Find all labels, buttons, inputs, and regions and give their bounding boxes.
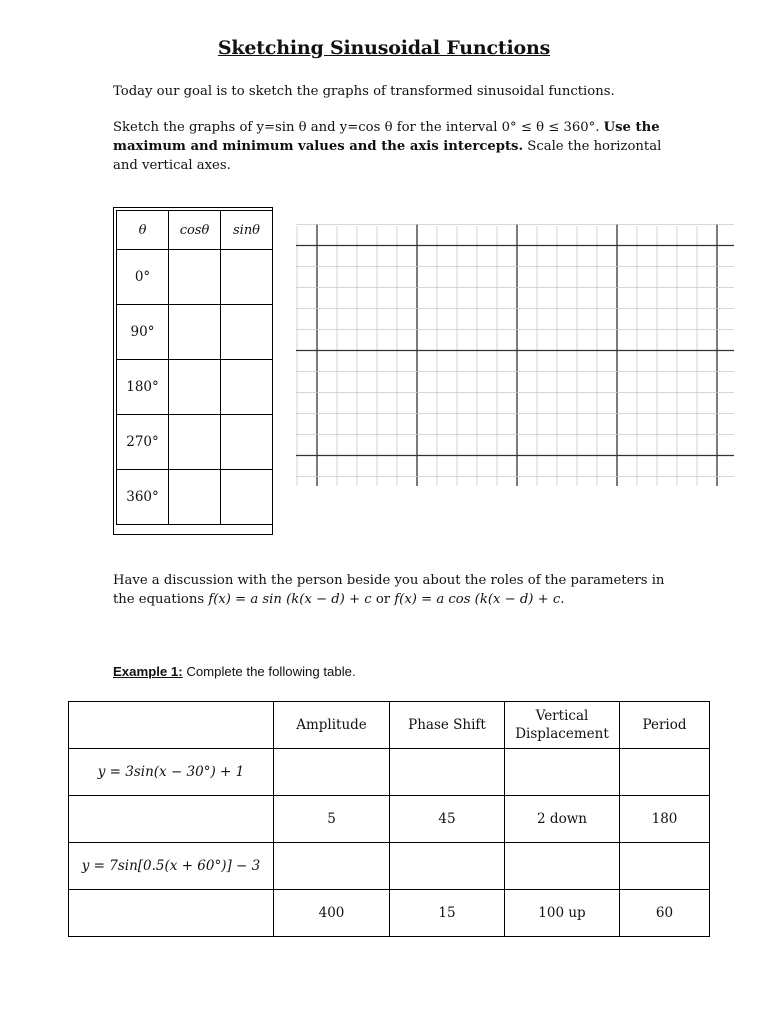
cos-cell[interactable] — [169, 470, 221, 525]
equation-cell: y = 7sin[0.5(x + 60°)] − 3 — [69, 843, 274, 890]
sin-cell[interactable] — [221, 415, 273, 470]
equation-cos: f(x) = a cos (k(x − d) + c. — [394, 592, 565, 607]
header-amplitude: Amplitude — [274, 702, 390, 749]
angle-cell: 0° — [117, 250, 169, 305]
table-row — [117, 470, 273, 525]
phase-shift-cell: 15 — [390, 890, 505, 937]
graph-grid[interactable] — [296, 224, 736, 488]
header-empty — [69, 702, 274, 749]
page-title: Sketching Sinusoidal Functions — [217, 37, 551, 59]
vertical-displacement-cell[interactable] — [505, 843, 620, 890]
phase-shift-cell[interactable] — [390, 749, 505, 796]
table-row — [69, 796, 710, 843]
header-phase-shift: Phase Shift — [390, 702, 505, 749]
example-1-text: Complete the following table. — [186, 664, 356, 679]
angle-cell: 270° — [117, 415, 169, 470]
sin-cell[interactable] — [221, 250, 273, 305]
instructions-bold: Use the maximum and minimum values and the axis intercepts. — [113, 120, 660, 154]
amplitude-cell: 5 — [274, 796, 390, 843]
table-row — [69, 843, 710, 890]
header-vertical-displacement: Vertical Displacement — [505, 702, 620, 749]
header-period: Period — [620, 702, 710, 749]
equation-sin: f(x) = a sin (k(x − d) + c — [208, 592, 372, 607]
table-row — [117, 360, 273, 415]
cos-cell[interactable] — [169, 360, 221, 415]
period-cell: 60 — [620, 890, 710, 937]
cos-cell[interactable] — [169, 305, 221, 360]
value-table — [116, 210, 273, 525]
header-theta: θ — [117, 211, 169, 250]
equation-cell[interactable] — [69, 796, 274, 843]
value-table-header — [117, 211, 273, 250]
equation-cell[interactable] — [69, 890, 274, 937]
header-cos: cosθ — [169, 211, 221, 250]
vertical-displacement-cell: 100 up — [505, 890, 620, 937]
example-table-header — [69, 702, 710, 749]
example-1-label: Example 1: — [113, 664, 183, 679]
equation-or: or — [375, 592, 391, 607]
sin-cell[interactable] — [221, 360, 273, 415]
sin-cell[interactable] — [221, 470, 273, 525]
amplitude-cell[interactable] — [274, 843, 390, 890]
intro-text: Today our goal is to sketch the graphs of transformed sinusoidal functions. — [113, 84, 615, 99]
table-row — [117, 305, 273, 360]
vertical-displacement-cell[interactable] — [505, 749, 620, 796]
vertical-displacement-cell: 2 down — [505, 796, 620, 843]
amplitude-cell[interactable] — [274, 749, 390, 796]
angle-cell: 90° — [117, 305, 169, 360]
discussion-lead: Have a discussion with the person beside you about the roles of the parameters in the equations — [113, 573, 665, 607]
table-row — [117, 250, 273, 305]
period-cell[interactable] — [620, 843, 710, 890]
phase-shift-cell: 45 — [390, 796, 505, 843]
cos-cell[interactable] — [169, 250, 221, 305]
discussion-text — [113, 571, 673, 609]
example-table — [68, 701, 710, 937]
table-row — [117, 415, 273, 470]
instructions-part1: Sketch the graphs of y=sin θ and y=cos θ for the interval 0° ≤ θ ≤ 360°. — [113, 120, 600, 135]
phase-shift-cell[interactable] — [390, 843, 505, 890]
instructions-part2: Scale the horizontal and vertical axes. — [113, 139, 662, 173]
angle-cell: 360° — [117, 470, 169, 525]
sin-cell[interactable] — [221, 305, 273, 360]
instructions-text — [113, 118, 673, 175]
example-1 — [113, 664, 356, 679]
angle-cell: 180° — [117, 360, 169, 415]
equation-cell: y = 3sin(x − 30°) + 1 — [69, 749, 274, 796]
table-row — [69, 749, 710, 796]
table-row — [69, 890, 710, 937]
period-cell[interactable] — [620, 749, 710, 796]
header-sin: sinθ — [221, 211, 273, 250]
cos-cell[interactable] — [169, 415, 221, 470]
period-cell: 180 — [620, 796, 710, 843]
amplitude-cell: 400 — [274, 890, 390, 937]
